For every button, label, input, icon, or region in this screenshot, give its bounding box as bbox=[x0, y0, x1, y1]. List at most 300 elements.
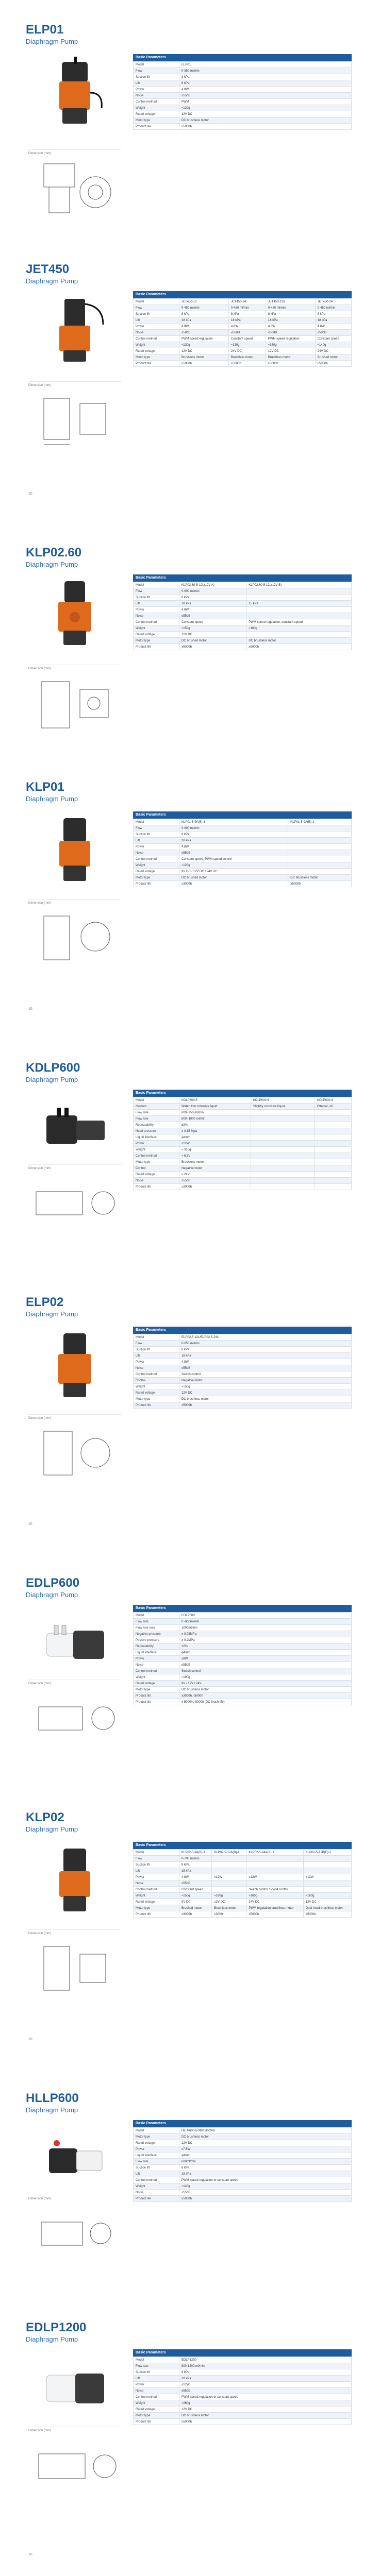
drawing-label: Dimension (mm) bbox=[28, 1167, 52, 1170]
spec-value: ≤55dB bbox=[179, 2388, 352, 2394]
spec-key: Suction lift bbox=[134, 595, 179, 601]
spec-value: Switch control / PWM control bbox=[246, 1887, 303, 1893]
product-title: EDLP1200 bbox=[26, 2320, 87, 2334]
spec-value bbox=[251, 1147, 315, 1153]
spec-value: KDLP600-5 bbox=[179, 1097, 251, 1104]
spec-key: Flow bbox=[134, 1856, 179, 1862]
spec-key: Model bbox=[134, 2357, 179, 2363]
spec-value: 0-850 ml/min bbox=[179, 68, 352, 74]
spec-value: 4.8W bbox=[315, 324, 351, 330]
spec-value: JET450-12 bbox=[179, 299, 229, 305]
product-subtitle: Diaphragm Pump bbox=[26, 2335, 78, 2343]
spec-key: Model bbox=[134, 1850, 179, 1856]
spec-body bbox=[134, 1850, 352, 1918]
spec-value bbox=[246, 588, 352, 595]
spec-value: ≤55dB bbox=[179, 1365, 352, 1371]
product-photo bbox=[28, 574, 121, 652]
spec-value: ≥3000h bbox=[179, 1184, 251, 1190]
spec-row bbox=[134, 1637, 352, 1643]
spec-row bbox=[134, 1159, 352, 1165]
spec-key: Product life bbox=[134, 2419, 179, 2425]
spec-value: JET450-12B bbox=[266, 299, 315, 305]
spec-row bbox=[134, 595, 352, 601]
spec-value: ≥5000h bbox=[228, 361, 266, 367]
spec-caption: Basic Parameters bbox=[133, 1090, 352, 1097]
spec-row bbox=[134, 1862, 352, 1868]
spec-value: KLP01-5-9A(B)-1 bbox=[288, 819, 352, 825]
spec-value bbox=[246, 595, 352, 601]
spec-row bbox=[134, 875, 352, 881]
product-subtitle: Diaphragm Pump bbox=[26, 277, 78, 285]
spec-value: 12V DC bbox=[179, 2406, 352, 2413]
product-photo bbox=[28, 2349, 121, 2427]
spec-value: ≥3000h bbox=[179, 881, 288, 887]
spec-value: 0~600ml/min bbox=[179, 1619, 352, 1625]
spec-value: 18 kPa bbox=[266, 317, 315, 324]
spec-key: Flow rate bbox=[134, 1110, 179, 1116]
spec-key: Power bbox=[134, 324, 179, 330]
product-photo bbox=[28, 1090, 121, 1167]
spec-value: DC brushless motor bbox=[179, 1687, 352, 1693]
spec-row bbox=[134, 87, 352, 93]
spec-value bbox=[251, 1122, 315, 1128]
spec-key: Product life bbox=[134, 1693, 179, 1699]
spec-value: ≤55dB bbox=[179, 1178, 251, 1184]
spec-value: ≤55dB bbox=[179, 1880, 212, 1887]
spec-caption: Basic Parameters bbox=[133, 2349, 352, 2357]
spec-value: 15 kPa bbox=[246, 601, 352, 607]
spec-value: PWM speed regulation bbox=[179, 336, 229, 342]
spec-key: Product life bbox=[134, 1699, 179, 1705]
spec-value bbox=[288, 825, 352, 832]
spec-value: ≥5000h bbox=[288, 881, 352, 887]
drawing-label: Dimension (mm) bbox=[28, 2429, 52, 2432]
spec-value: 8 kPa bbox=[228, 311, 266, 317]
spec-key: Lift bbox=[134, 80, 179, 87]
spec-value: ≤8W bbox=[179, 1656, 352, 1662]
spec-value: Switch control bbox=[179, 1668, 352, 1674]
spec-key: Flow bbox=[134, 1341, 179, 1347]
spec-row bbox=[134, 2159, 352, 2165]
spec-value: ≥5000h bbox=[179, 2419, 352, 2425]
spec-value: JET450-24 bbox=[315, 299, 351, 305]
product-title: KDLP600 bbox=[26, 1061, 80, 1075]
spec-value: KLP02.60-5-12L(12V B) bbox=[246, 582, 352, 588]
spec-row bbox=[134, 844, 352, 850]
spec-row bbox=[134, 1153, 352, 1159]
product-title: KLP01 bbox=[26, 780, 64, 794]
spec-value bbox=[251, 1178, 315, 1184]
spec-value: KLP02-5-9A(B)-1 bbox=[179, 1850, 212, 1856]
spec-key: Flow rate bbox=[134, 1116, 179, 1122]
spec-row bbox=[134, 1856, 352, 1862]
spec-value bbox=[315, 1172, 352, 1178]
spec-key: Weight bbox=[134, 862, 179, 869]
spec-value: Water, low corrosive liquid bbox=[179, 1104, 251, 1110]
spec-body bbox=[134, 1334, 352, 1409]
spec-value: ≈150g bbox=[179, 1893, 212, 1899]
spec-key: Rated voltage bbox=[134, 111, 179, 117]
spec-value: DC brushed motor bbox=[179, 875, 288, 881]
spec-key: Noise bbox=[134, 2388, 179, 2394]
spec-value bbox=[251, 1141, 315, 1147]
spec-value: ≈150g bbox=[179, 1384, 352, 1390]
product-subtitle: Diaphragm Pump bbox=[26, 1825, 78, 1833]
spec-value bbox=[303, 1880, 351, 1887]
product-subtitle: Diaphragm Pump bbox=[26, 38, 78, 45]
spec-value bbox=[315, 1141, 352, 1147]
spec-row bbox=[134, 869, 352, 875]
spec-value: 24V DC bbox=[228, 348, 266, 354]
spec-row bbox=[134, 1681, 352, 1687]
spec-value: 12V DC bbox=[212, 1899, 246, 1905]
spec-key: Lift bbox=[134, 838, 179, 844]
spec-row bbox=[134, 1347, 352, 1353]
spec-body bbox=[134, 819, 352, 887]
spec-key: Model bbox=[134, 1097, 179, 1104]
spec-value: 12V DC bbox=[303, 1899, 351, 1905]
spec-key: Weight bbox=[134, 1893, 179, 1899]
spec-value: KDLP600-6 bbox=[251, 1097, 315, 1104]
spec-value: 0-800 ml/min bbox=[179, 825, 288, 832]
spec-key: Rated voltage bbox=[134, 632, 179, 638]
spec-key: Suction lift bbox=[134, 832, 179, 838]
spec-value: ≈140g bbox=[315, 342, 351, 348]
spec-row bbox=[134, 862, 352, 869]
spec-value bbox=[246, 1880, 303, 1887]
spec-row bbox=[134, 1341, 352, 1347]
spec-key: Motor type bbox=[134, 117, 179, 124]
dimension-drawing bbox=[28, 2195, 121, 2273]
spec-value: 24V DC bbox=[246, 1899, 303, 1905]
spec-value: 800~1000 ml/min bbox=[179, 1116, 251, 1122]
product-photo bbox=[28, 1605, 121, 1682]
product-title: KLP02.60 bbox=[26, 546, 82, 560]
spec-value bbox=[246, 1856, 303, 1862]
drawing-label: Dimension (mm) bbox=[28, 152, 52, 155]
spec-row bbox=[134, 1631, 352, 1637]
spec-value: 1000ml/min bbox=[179, 1625, 352, 1631]
spec-key: Rated voltage bbox=[134, 1899, 179, 1905]
spec-value: ≈120g bbox=[179, 862, 288, 869]
spec-key: Control bbox=[134, 1165, 179, 1172]
spec-value: 18 kPa bbox=[179, 1868, 212, 1874]
spec-value: 8 kPa bbox=[179, 595, 246, 601]
spec-table bbox=[133, 2120, 352, 2202]
spec-value bbox=[288, 832, 352, 838]
product-subtitle: Diaphragm Pump bbox=[26, 795, 78, 803]
spec-key: Control method bbox=[134, 99, 179, 105]
spec-table bbox=[133, 1605, 352, 1705]
spec-value bbox=[212, 1868, 246, 1874]
spec-table bbox=[133, 811, 352, 887]
spec-value bbox=[303, 1868, 351, 1874]
spec-value: HLLP600-5-9B/12B/24B bbox=[179, 2128, 352, 2134]
spec-key: Control method bbox=[134, 1668, 179, 1674]
spec-key: Rated voltage bbox=[134, 348, 179, 354]
spec-key: Noise bbox=[134, 1880, 179, 1887]
spec-row bbox=[134, 1141, 352, 1147]
spec-value: Brushed motor bbox=[315, 354, 351, 361]
spec-row bbox=[134, 644, 352, 650]
spec-value: 8 kPa bbox=[179, 2165, 352, 2171]
spec-key: Suction lift bbox=[134, 74, 179, 80]
spec-value: 12V DC bbox=[179, 2140, 352, 2146]
spec-value: 8 kPa bbox=[179, 832, 288, 838]
spec-row bbox=[134, 1899, 352, 1905]
spec-value: 4.8W bbox=[179, 1874, 212, 1880]
spec-row bbox=[134, 124, 352, 130]
pump-image bbox=[44, 294, 106, 366]
spec-key: Control method bbox=[134, 1371, 179, 1378]
spec-value: Brushless motor bbox=[179, 354, 229, 361]
spec-key: Motor type bbox=[134, 2134, 179, 2140]
spec-value bbox=[251, 1184, 315, 1190]
spec-value: Negative motor bbox=[179, 1378, 352, 1384]
spec-value bbox=[315, 1153, 352, 1159]
spec-value: Dual-head brushless motor bbox=[303, 1905, 351, 1911]
spec-caption: Basic Parameters bbox=[133, 1605, 352, 1612]
drawing-label: Dimension (mm) bbox=[28, 2197, 52, 2200]
spec-key: Model bbox=[134, 582, 179, 588]
spec-key: Product life bbox=[134, 1184, 179, 1190]
product-photo bbox=[28, 1327, 121, 1404]
spec-key: Power bbox=[134, 844, 179, 850]
spec-row bbox=[134, 1880, 352, 1887]
spec-row bbox=[134, 2177, 352, 2183]
product-title: ELP02 bbox=[26, 1295, 64, 1309]
drawing-label: Dimension (mm) bbox=[28, 902, 52, 905]
spec-row bbox=[134, 1674, 352, 1681]
spec-row bbox=[134, 1178, 352, 1184]
spec-value: ≈120g bbox=[179, 105, 352, 111]
spec-key: Motor type bbox=[134, 1687, 179, 1693]
spec-value: ≈260g bbox=[179, 2400, 352, 2406]
spec-caption: Basic Parameters bbox=[133, 54, 352, 61]
spec-key: Flow bbox=[134, 305, 179, 311]
spec-value: 9V / 12V / 24V bbox=[179, 1681, 352, 1687]
spec-value bbox=[212, 1862, 246, 1868]
spec-row bbox=[134, 305, 352, 311]
spec-key: Control bbox=[134, 1378, 179, 1384]
spec-body bbox=[134, 1613, 352, 1705]
page-number: 16 bbox=[28, 492, 32, 496]
spec-body bbox=[134, 1097, 352, 1190]
spec-value bbox=[251, 1153, 315, 1159]
spec-value bbox=[315, 1184, 352, 1190]
spec-key: Model bbox=[134, 1334, 179, 1341]
spec-value: ≈130g bbox=[228, 342, 266, 348]
page-number: 16 bbox=[28, 2553, 32, 2556]
spec-value: ≤7.5W bbox=[179, 2146, 352, 2153]
spec-value: Constant speed bbox=[315, 336, 351, 342]
spec-key: Product life bbox=[134, 2196, 179, 2202]
spec-row bbox=[134, 856, 352, 862]
spec-key: Weight bbox=[134, 2400, 179, 2406]
spec-value: 0-450 ml/min bbox=[228, 305, 266, 311]
spec-row bbox=[134, 881, 352, 887]
spec-row bbox=[134, 80, 352, 87]
spec-table bbox=[133, 574, 352, 650]
pump-image bbox=[44, 577, 106, 649]
dimension-drawing bbox=[28, 665, 121, 742]
spec-value bbox=[315, 1159, 352, 1165]
product-subtitle: Diaphragm Pump bbox=[26, 1076, 78, 1083]
spec-caption: Basic Parameters bbox=[133, 2120, 352, 2127]
spec-value: KLP02-5-12B(E)-1 bbox=[303, 1850, 351, 1856]
spec-key: Noise bbox=[134, 330, 179, 336]
spec-value bbox=[251, 1172, 315, 1178]
spec-row bbox=[134, 2388, 352, 2394]
spec-row bbox=[134, 1097, 352, 1104]
spec-row bbox=[134, 1147, 352, 1153]
spec-value bbox=[212, 1856, 246, 1862]
dimension-drawing bbox=[28, 1414, 121, 1492]
spec-key: Model bbox=[134, 2128, 179, 2134]
spec-value: ≈160g bbox=[246, 625, 352, 632]
spec-value bbox=[288, 844, 352, 850]
spec-value: KDLP600-8 bbox=[315, 1097, 352, 1104]
spec-value: ≈150g bbox=[179, 625, 246, 632]
spec-value bbox=[251, 1159, 315, 1165]
spec-row bbox=[134, 2140, 352, 2146]
spec-value: KLP02-5-12A(B)-1 bbox=[212, 1850, 246, 1856]
spec-table bbox=[133, 2349, 352, 2425]
spec-value: PWM speed regulation or constant speed bbox=[179, 2177, 352, 2183]
spec-value: 9V DC bbox=[179, 1899, 212, 1905]
spec-row bbox=[134, 299, 352, 305]
spec-value: DC brushed motor bbox=[179, 638, 246, 644]
spec-key: Power bbox=[134, 1656, 179, 1662]
spec-row bbox=[134, 625, 352, 632]
spec-row bbox=[134, 825, 352, 832]
spec-value: 12V DC bbox=[179, 111, 352, 117]
spec-table bbox=[133, 1842, 352, 1918]
product-title: KLP02 bbox=[26, 1810, 64, 1824]
spec-value: 12V DC bbox=[179, 348, 229, 354]
spec-value: 8 kPa bbox=[179, 1862, 212, 1868]
spec-value: PWM regulation brushless motor bbox=[246, 1905, 303, 1911]
spec-row bbox=[134, 2400, 352, 2406]
spec-value: ≥5000h bbox=[246, 1911, 303, 1918]
spec-row bbox=[134, 2183, 352, 2190]
spec-value: PWM speed regulation or constant speed bbox=[179, 2394, 352, 2400]
spec-value bbox=[246, 607, 352, 613]
spec-key: Model bbox=[134, 1613, 179, 1619]
spec-value: φ4mm bbox=[179, 2153, 352, 2159]
spec-row bbox=[134, 2357, 352, 2363]
spec-row bbox=[134, 2196, 352, 2202]
spec-value: DC brushless motor bbox=[179, 2134, 352, 2140]
spec-key: Suction lift bbox=[134, 2369, 179, 2376]
spec-value: Switch control bbox=[179, 1371, 352, 1378]
spec-value: 4.8W bbox=[228, 324, 266, 330]
spec-value: 12V DC bbox=[179, 1390, 352, 1396]
spec-key: Lift bbox=[134, 2171, 179, 2177]
spec-table bbox=[133, 54, 352, 130]
spec-row bbox=[134, 1662, 352, 1668]
spec-row bbox=[134, 819, 352, 825]
spec-row bbox=[134, 361, 352, 367]
spec-row bbox=[134, 2406, 352, 2413]
spec-value: 600~750 ml/min bbox=[179, 1110, 251, 1116]
spec-row bbox=[134, 632, 352, 638]
spec-value bbox=[315, 1122, 352, 1128]
spec-row bbox=[134, 348, 352, 354]
spec-value bbox=[246, 1868, 303, 1874]
spec-key: Weight bbox=[134, 1674, 179, 1681]
spec-value: φ4mm bbox=[179, 1134, 251, 1141]
spec-key: Rated voltage bbox=[134, 1390, 179, 1396]
spec-value: ≥ 24V bbox=[179, 1172, 251, 1178]
spec-row bbox=[134, 1893, 352, 1899]
spec-value: ≥ 0.08MPa bbox=[179, 1631, 352, 1637]
spec-value: 4.8W bbox=[179, 607, 246, 613]
spec-key: Motor type bbox=[134, 2413, 179, 2419]
spec-value: 12V DC bbox=[266, 348, 315, 354]
spec-key: Lift bbox=[134, 1868, 179, 1874]
spec-row bbox=[134, 1687, 352, 1693]
spec-value bbox=[315, 1110, 352, 1116]
spec-row bbox=[134, 336, 352, 342]
spec-value: 8 kPa bbox=[266, 311, 315, 317]
spec-caption: Basic Parameters bbox=[133, 1327, 352, 1334]
spec-body bbox=[134, 62, 352, 130]
spec-key: Motor type bbox=[134, 354, 179, 361]
spec-row bbox=[134, 1693, 352, 1699]
spec-value: ≥5000h bbox=[266, 361, 315, 367]
spec-row bbox=[134, 1378, 352, 1384]
spec-row bbox=[134, 1868, 352, 1874]
spec-row bbox=[134, 1172, 352, 1178]
product-title: ELP01 bbox=[26, 23, 64, 37]
spec-key: Noise bbox=[134, 613, 179, 619]
spec-value: 8 kPa bbox=[179, 80, 352, 87]
spec-key: Flow bbox=[134, 68, 179, 74]
spec-value: 12V DC bbox=[179, 632, 246, 638]
spec-value: ≥5000h bbox=[315, 361, 351, 367]
spec-value: 18 kPa bbox=[179, 1353, 352, 1359]
spec-value: 8 kPa bbox=[179, 2369, 352, 2376]
product-subtitle: Diaphragm Pump bbox=[26, 1591, 78, 1599]
spec-value: Constant speed bbox=[228, 336, 266, 342]
spec-value: 4.8W bbox=[266, 324, 315, 330]
spec-row bbox=[134, 1165, 352, 1172]
spec-key: Rated voltage bbox=[134, 2406, 179, 2413]
spec-key: Product life bbox=[134, 124, 179, 130]
spec-body bbox=[134, 582, 352, 650]
spec-value: ±2% bbox=[179, 1643, 352, 1650]
spec-caption: Basic Parameters bbox=[133, 1842, 352, 1849]
spec-key: Control method bbox=[134, 336, 179, 342]
spec-key: Power bbox=[134, 1874, 179, 1880]
spec-key: Liquid interface bbox=[134, 1650, 179, 1656]
spec-value: ≈ 6.5V bbox=[179, 1153, 251, 1159]
spec-key: Flow bbox=[134, 825, 179, 832]
spec-row bbox=[134, 1390, 352, 1396]
spec-key: Weight bbox=[134, 1147, 179, 1153]
dimension-drawing bbox=[28, 381, 121, 459]
spec-row bbox=[134, 1122, 352, 1128]
spec-value: 18 kPa bbox=[179, 601, 246, 607]
spec-value: Slightly corrosive liquid bbox=[251, 1104, 315, 1110]
spec-value: 0-450 ml/min bbox=[179, 305, 229, 311]
spec-value: ≥5000h bbox=[303, 1911, 351, 1918]
spec-key: Power bbox=[134, 607, 179, 613]
spec-key: Model bbox=[134, 819, 179, 825]
spec-key: Motor type bbox=[134, 1396, 179, 1402]
spec-key: Flow rate max bbox=[134, 1625, 179, 1631]
